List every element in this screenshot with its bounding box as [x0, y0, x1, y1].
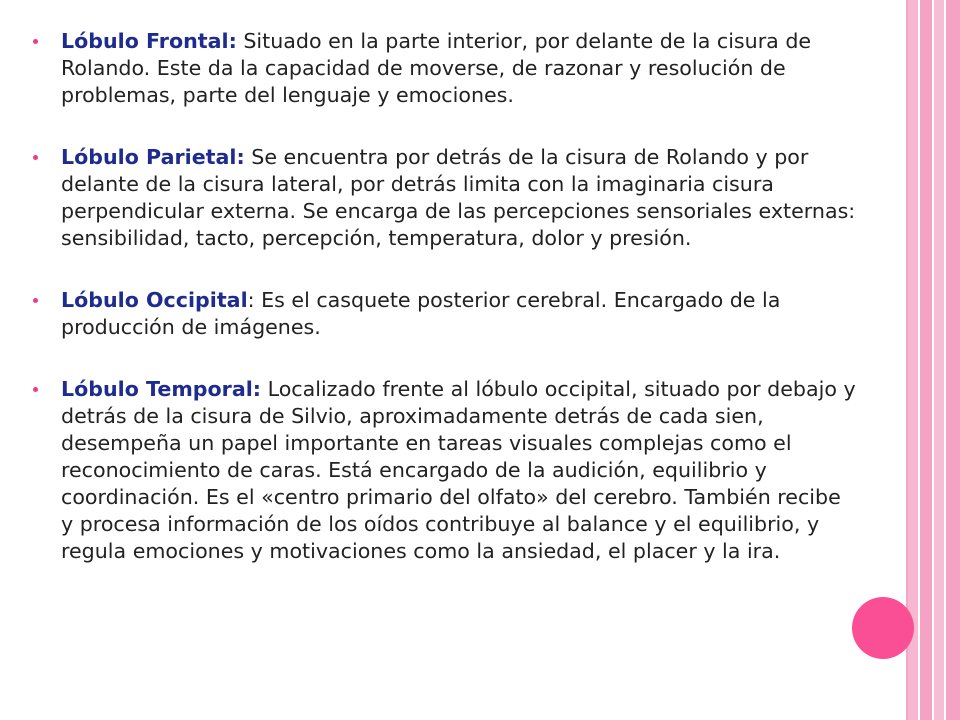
bullet-frontal-lobe: [28, 28, 858, 109]
bullet-term: Lóbulo Temporal:: [61, 377, 262, 401]
bullet-text: Situado en la parte interior, por delante de la cisura de Rolando. Este da la capacidad de moverse, de razonar y resolución de problemas, parte del lenguaje y emociones.: [61, 29, 812, 107]
bullet-dot-icon: [31, 28, 39, 55]
bullet-dot-icon: [31, 287, 39, 314]
bullet-dot-icon: [31, 144, 39, 171]
lobes-bullet-list: [28, 28, 858, 565]
bullet-temporal-lobe: [28, 376, 858, 565]
bullet-text: Localizado frente al lóbulo occipital, situado por debajo y detrás de la cisura de Silvio, aproximadamente detrás de cada sien, desempeña un papel importante en tareas visuales complejas como el reconocimiento de caras. Está encargado de la audición, equilibrio y coordinación. Es el «centro primario del olfato» del cerebro. También recibe y procesa información de los oídos contribuye al balance y el equilibrio, y regula emociones y motivaciones como la ansiedad, el placer y la ira.: [61, 377, 856, 563]
bullet-term: Lóbulo Parietal:: [61, 145, 245, 169]
bullet-term: Lóbulo Occipital: [61, 288, 248, 312]
bullet-occipital-lobe: [28, 287, 858, 341]
bullet-term: Lóbulo Frontal:: [61, 29, 237, 53]
bullet-dot-icon: [31, 376, 39, 403]
bullet-text: Se encuentra por detrás de la cisura de Rolando y por delante de la cisura lateral, por detrás limita con la imaginaria cisura perpendicular externa. Se encarga de las percepciones sensoriales externas: sensibilidad, tacto, percepción, temperatura, dolor y presión.: [61, 145, 856, 250]
decorative-stripes: [908, 0, 960, 720]
bullet-parietal-lobe: [28, 144, 858, 252]
bullet-text: : Es el casquete posterior cerebral. Encargado de la producción de imágenes.: [61, 288, 781, 339]
pink-circle-decoration: [852, 597, 914, 659]
